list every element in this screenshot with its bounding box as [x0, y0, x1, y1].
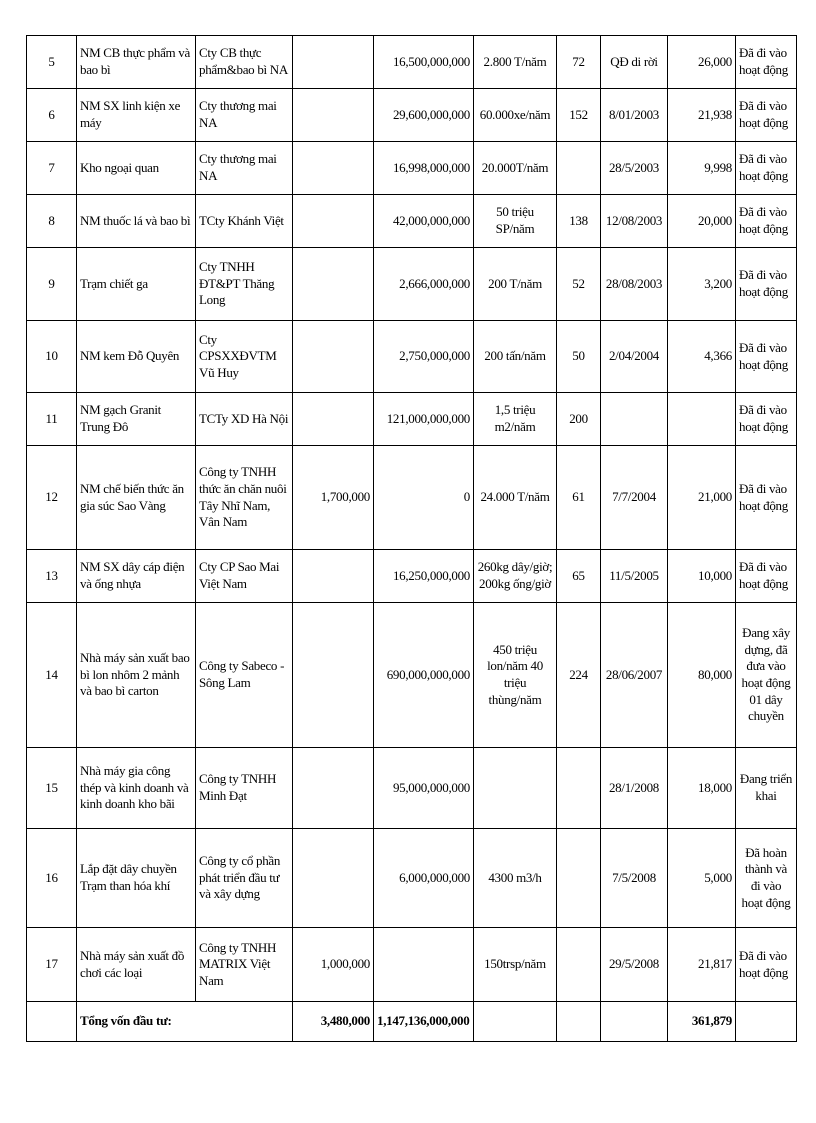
project-status-cell: Đã đi vào hoạt động — [736, 321, 797, 393]
license-date-cell: 28/1/2008 — [601, 748, 668, 829]
capacity-cell: 24.000 T/năm — [474, 446, 557, 550]
total-labor-cell — [557, 1002, 601, 1042]
license-date-cell: 8/01/2003 — [601, 89, 668, 142]
project-name-cell: NM kem Đỗ Quyên — [77, 321, 196, 393]
license-date-cell: 29/5/2008 — [601, 928, 668, 1002]
labor-count-cell: 50 — [557, 321, 601, 393]
table-row — [27, 248, 797, 321]
foreign-capital-cell — [293, 36, 374, 89]
capacity-cell: 1,5 triệu m2/năm — [474, 393, 557, 446]
project-status-cell: Đã đi vào hoạt động — [736, 195, 797, 248]
foreign-capital-cell — [293, 603, 374, 748]
investor-name-cell: Cty thương mai NA — [196, 142, 293, 195]
land-area-cell: 21,000 — [668, 446, 736, 550]
table-row — [27, 393, 797, 446]
row-number-cell: 12 — [27, 446, 77, 550]
row-number-cell: 16 — [27, 829, 77, 928]
row-number-cell: 6 — [27, 89, 77, 142]
domestic-capital-cell: 2,750,000,000 — [374, 321, 474, 393]
investor-name-cell: Công ty TNHH Minh Đạt — [196, 748, 293, 829]
project-name-cell: Nhà máy sản xuất đồ chơi các loại — [77, 928, 196, 1002]
foreign-capital-cell — [293, 142, 374, 195]
labor-count-cell: 72 — [557, 36, 601, 89]
license-date-cell — [601, 393, 668, 446]
capacity-cell: 20.000T/năm — [474, 142, 557, 195]
table-row — [27, 550, 797, 603]
project-status-cell: Đã đi vào hoạt động — [736, 550, 797, 603]
project-status-cell: Đã đi vào hoạt động — [736, 248, 797, 321]
labor-count-cell: 200 — [557, 393, 601, 446]
foreign-capital-cell: 1,000,000 — [293, 928, 374, 1002]
row-number-cell: 14 — [27, 603, 77, 748]
land-area-cell: 80,000 — [668, 603, 736, 748]
investor-name-cell: TCty Khánh Việt — [196, 195, 293, 248]
table-row — [27, 748, 797, 829]
project-status-cell: Đã đi vào hoạt động — [736, 393, 797, 446]
foreign-capital-cell — [293, 89, 374, 142]
foreign-capital-cell — [293, 550, 374, 603]
labor-count-cell: 224 — [557, 603, 601, 748]
labor-count-cell: 65 — [557, 550, 601, 603]
domestic-capital-cell: 29,600,000,000 — [374, 89, 474, 142]
land-area-cell: 5,000 — [668, 829, 736, 928]
land-area-cell: 21,938 — [668, 89, 736, 142]
foreign-capital-cell — [293, 321, 374, 393]
capacity-cell: 150trsp/năm — [474, 928, 557, 1002]
domestic-capital-cell: 95,000,000,000 — [374, 748, 474, 829]
labor-count-cell — [557, 142, 601, 195]
table-row — [27, 36, 797, 89]
license-date-cell: 2/04/2004 — [601, 321, 668, 393]
foreign-capital-cell: 1,700,000 — [293, 446, 374, 550]
investment-projects-table — [26, 35, 797, 1042]
row-number-cell: 11 — [27, 393, 77, 446]
project-name-cell: Nhà máy sản xuất bao bì lon nhôm 2 mảnh và bao bì carton — [77, 603, 196, 748]
capacity-cell: 260kg dây/giờ; 200kg ống/giờ — [474, 550, 557, 603]
capacity-cell: 200 tấn/năm — [474, 321, 557, 393]
project-name-cell: NM CB thực phẩm và bao bì — [77, 36, 196, 89]
row-number-cell: 13 — [27, 550, 77, 603]
project-name-cell: NM chế biến thức ăn gia súc Sao Vàng — [77, 446, 196, 550]
investor-name-cell: Cty CP Sao Mai Việt Nam — [196, 550, 293, 603]
project-status-cell: Đã hoàn thành và đi vào hoạt động — [736, 829, 797, 928]
domestic-capital-cell: 0 — [374, 446, 474, 550]
total-capacity-cell — [474, 1002, 557, 1042]
total-stt-cell — [27, 1002, 77, 1042]
capacity-cell — [474, 748, 557, 829]
license-date-cell: 28/5/2003 — [601, 142, 668, 195]
table-row — [27, 142, 797, 195]
total-date-cell — [601, 1002, 668, 1042]
table-row — [27, 603, 797, 748]
domestic-capital-cell: 16,250,000,000 — [374, 550, 474, 603]
license-date-cell: 28/06/2007 — [601, 603, 668, 748]
table-row — [27, 829, 797, 928]
investor-name-cell: Công ty cổ phần phát triển đầu tư và xây dựng — [196, 829, 293, 928]
license-date-cell: 11/5/2005 — [601, 550, 668, 603]
land-area-cell: 26,000 — [668, 36, 736, 89]
foreign-capital-cell — [293, 248, 374, 321]
land-area-cell: 21,817 — [668, 928, 736, 1002]
row-number-cell: 17 — [27, 928, 77, 1002]
labor-count-cell: 61 — [557, 446, 601, 550]
license-date-cell: QĐ di rời — [601, 36, 668, 89]
investor-name-cell: Cty CB thực phẩm&bao bì NA — [196, 36, 293, 89]
capacity-cell: 450 triệu lon/năm 40 triệu thùng/năm — [474, 603, 557, 748]
domestic-capital-cell: 42,000,000,000 — [374, 195, 474, 248]
foreign-capital-cell — [293, 393, 374, 446]
investor-name-cell: Cty TNHH ĐT&PT Thăng Long — [196, 248, 293, 321]
capacity-cell: 4300 m3/h — [474, 829, 557, 928]
license-date-cell: 12/08/2003 — [601, 195, 668, 248]
domestic-capital-cell: 6,000,000,000 — [374, 829, 474, 928]
project-name-cell: Trạm chiết ga — [77, 248, 196, 321]
capacity-cell: 50 triệu SP/năm — [474, 195, 557, 248]
row-number-cell: 15 — [27, 748, 77, 829]
project-name-cell: Nhà máy gia công thép và kinh doanh và kinh doanh kho bãi — [77, 748, 196, 829]
row-number-cell: 9 — [27, 248, 77, 321]
domestic-capital-cell: 690,000,000,000 — [374, 603, 474, 748]
project-name-cell: NM SX linh kiện xe máy — [77, 89, 196, 142]
domestic-capital-cell: 16,998,000,000 — [374, 142, 474, 195]
project-name-cell: NM SX dây cáp điện và ống nhựa — [77, 550, 196, 603]
project-status-cell: Đang triển khai — [736, 748, 797, 829]
project-status-cell: Đã đi vào hoạt động — [736, 89, 797, 142]
license-date-cell: 7/5/2008 — [601, 829, 668, 928]
total-foreign-capital: 3,480,000 — [293, 1002, 374, 1042]
land-area-cell: 20,000 — [668, 195, 736, 248]
labor-count-cell: 52 — [557, 248, 601, 321]
table-row — [27, 89, 797, 142]
labor-count-cell — [557, 829, 601, 928]
land-area-cell — [668, 393, 736, 446]
row-number-cell: 7 — [27, 142, 77, 195]
domestic-capital-cell: 2,666,000,000 — [374, 248, 474, 321]
investor-name-cell: Công ty TNHH MATRIX Việt Nam — [196, 928, 293, 1002]
total-label: Tổng vốn đầu tư: — [77, 1002, 293, 1042]
land-area-cell: 4,366 — [668, 321, 736, 393]
capacity-cell: 200 T/năm — [474, 248, 557, 321]
table-body — [27, 36, 797, 1002]
investor-name-cell: Công ty Sabeco - Sông Lam — [196, 603, 293, 748]
license-date-cell: 7/7/2004 — [601, 446, 668, 550]
labor-count-cell: 138 — [557, 195, 601, 248]
land-area-cell: 9,998 — [668, 142, 736, 195]
foreign-capital-cell — [293, 829, 374, 928]
project-name-cell: Kho ngoại quan — [77, 142, 196, 195]
investor-name-cell: Công ty TNHH thức ăn chăn nuôi Tây Nhĩ Nam, Vân Nam — [196, 446, 293, 550]
foreign-capital-cell — [293, 195, 374, 248]
capacity-cell: 2.800 T/năm — [474, 36, 557, 89]
project-status-cell: Đang xây dựng, đã đưa vào hoạt động 01 dây chuyền — [736, 603, 797, 748]
table-row — [27, 321, 797, 393]
table-row — [27, 446, 797, 550]
labor-count-cell — [557, 748, 601, 829]
license-date-cell: 28/08/2003 — [601, 248, 668, 321]
project-name-cell: NM gạch Granit Trung Đô — [77, 393, 196, 446]
investor-name-cell: Cty CPSXXĐVTM Vũ Huy — [196, 321, 293, 393]
labor-count-cell — [557, 928, 601, 1002]
row-number-cell: 5 — [27, 36, 77, 89]
total-status-cell — [736, 1002, 797, 1042]
domestic-capital-cell: 121,000,000,000 — [374, 393, 474, 446]
project-name-cell: NM thuốc lá và bao bì — [77, 195, 196, 248]
capacity-cell: 60.000xe/năm — [474, 89, 557, 142]
project-status-cell: Đã đi vào hoạt động — [736, 36, 797, 89]
foreign-capital-cell — [293, 748, 374, 829]
land-area-cell: 3,200 — [668, 248, 736, 321]
land-area-cell: 18,000 — [668, 748, 736, 829]
table-row — [27, 928, 797, 1002]
domestic-capital-cell: 16,500,000,000 — [374, 36, 474, 89]
row-number-cell: 10 — [27, 321, 77, 393]
project-status-cell: Đã đi vào hoạt động — [736, 446, 797, 550]
domestic-capital-cell — [374, 928, 474, 1002]
total-domestic-capital: 1,147,136,000,000 — [374, 1002, 474, 1042]
total-area: 361,879 — [668, 1002, 736, 1042]
investor-name-cell: Cty thương mai NA — [196, 89, 293, 142]
row-number-cell: 8 — [27, 195, 77, 248]
investor-name-cell: TCTy XD Hà Nội — [196, 393, 293, 446]
project-name-cell: Lắp đặt dây chuyền Trạm than hóa khí — [77, 829, 196, 928]
total-row — [27, 1002, 797, 1042]
table-row — [27, 195, 797, 248]
labor-count-cell: 152 — [557, 89, 601, 142]
project-status-cell: Đã đi vào hoạt động — [736, 928, 797, 1002]
land-area-cell: 10,000 — [668, 550, 736, 603]
project-status-cell: Đã đi vào hoạt động — [736, 142, 797, 195]
